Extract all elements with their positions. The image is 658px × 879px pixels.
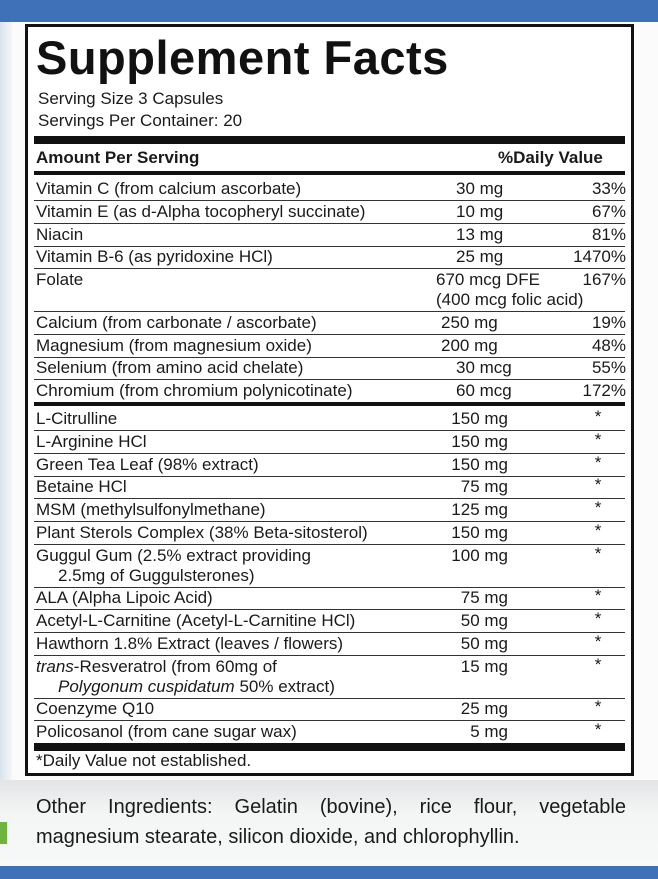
ingredient-dv: *: [594, 697, 602, 716]
nutrient-amount: 200 mg: [441, 336, 498, 355]
left-edge-shade: [0, 22, 12, 802]
ingredient-name: MSM (methylsulfonylmethane): [36, 500, 266, 519]
ingredient-name: Policosanol (from cane sugar wax): [36, 722, 297, 741]
nutrient-amount: 30 mg: [456, 179, 504, 198]
nutrient-amount-note: (400 mcg folic acid): [436, 290, 584, 309]
serving-size: Serving Size 3 Capsules: [38, 89, 224, 108]
row-divider: [34, 453, 625, 454]
nutrient-dv: 33%: [591, 179, 626, 198]
supplement-facts-panel: [25, 24, 634, 776]
nutrient-dv: 55%: [591, 358, 626, 377]
row-divider: [34, 498, 625, 499]
ingredient-name: Green Tea Leaf (98% extract): [36, 455, 259, 474]
ingredient-amount: 150 mg: [451, 455, 508, 474]
ingredient-name-continued: 2.5mg of Guggulsterones): [58, 566, 255, 585]
ingredient-name: Coenzyme Q10: [36, 699, 155, 718]
nutrient-amount: 13 mg: [456, 225, 504, 244]
ingredient-dv: *: [594, 586, 602, 605]
section-rule: [34, 402, 625, 406]
nutrient-dv: 48%: [591, 336, 626, 355]
nutrient-dv: 67%: [591, 202, 626, 221]
ingredient-dv: *: [594, 521, 602, 540]
ingredient-name: L-Arginine HCl: [36, 432, 147, 451]
other-word: Other: [36, 796, 87, 818]
ingredient-amount: 50 mg: [460, 611, 508, 630]
row-divider: [34, 655, 625, 656]
green-accent-tab: [0, 822, 7, 844]
nutrient-amount: 250 mg: [441, 313, 498, 332]
bottom-blue-band: [0, 866, 658, 879]
nutrient-name: Vitamin C (from calcium ascorbate): [36, 179, 302, 198]
ingredient-amount: 125 mg: [451, 500, 508, 519]
ingredient-amount: 100 mg: [451, 546, 508, 565]
ingredient-amount: 150 mg: [451, 432, 508, 451]
ingredient-dv: *: [594, 609, 602, 628]
row-divider: [34, 430, 625, 431]
row-divider: [34, 720, 625, 721]
row-divider: [34, 379, 625, 380]
ingredient-name-rest: -Resveratrol (from 60mg of: [73, 657, 277, 676]
row-divider: [34, 268, 625, 269]
other-word: Ingredients:: [108, 796, 213, 818]
row-divider: [34, 311, 625, 312]
ingredient-dv: *: [594, 655, 602, 674]
ingredient-amount: 25 mg: [460, 699, 508, 718]
header-rule: [34, 171, 625, 175]
nutrient-dv: 167%: [582, 270, 626, 289]
ingredient-name-italic: Polygonum cuspidatum: [58, 677, 235, 696]
ingredient-amount: 50 mg: [460, 634, 508, 653]
nutrient-dv: 19%: [591, 313, 626, 332]
nutrient-name: Folate: [36, 270, 84, 289]
row-divider: [34, 334, 625, 335]
nutrient-name: Magnesium (from magnesium oxide): [36, 336, 312, 355]
row-divider: [34, 544, 625, 545]
ingredient-dv: *: [594, 407, 602, 426]
thick-rule-top: [34, 136, 625, 144]
nutrient-name: Chromium (from chromium polynicotinate): [36, 381, 353, 400]
ingredient-dv: *: [594, 632, 602, 651]
nutrient-name: Vitamin B-6 (as pyridoxine HCl): [36, 247, 273, 266]
footnote: *Daily Value not established.: [36, 751, 252, 770]
panel-title: Supplement Facts: [36, 31, 449, 84]
ingredient-amount: 150 mg: [451, 409, 508, 428]
ingredient-amount: 15 mg: [460, 657, 508, 676]
other-ingredients-line2: magnesium stearate, silicon dioxide, and chlorophyllin.: [36, 826, 520, 848]
ingredient-name: Betaine HCl: [36, 477, 127, 496]
ingredient-name-italic: trans: [36, 657, 74, 676]
other-ingredients-line1: [36, 792, 626, 822]
ingredient-name: Plant Sterols Complex (38% Beta-sitosterol): [36, 523, 368, 542]
ingredient-name: ALA (Alpha Lipoic Acid): [36, 588, 213, 607]
nutrient-name: Niacin: [36, 225, 84, 244]
row-divider: [34, 609, 625, 610]
nutrient-name: Selenium (from amino acid chelate): [36, 358, 304, 377]
servings-per-container: Servings Per Container: 20: [38, 111, 243, 130]
nutrient-amount: 30 mcg: [456, 358, 512, 377]
other-word: vegetable: [539, 796, 626, 818]
nutrient-dv: 1470%: [573, 247, 626, 266]
row-divider: [34, 632, 625, 633]
ingredient-dv: *: [594, 544, 602, 563]
nutrient-name: Calcium (from carbonate / ascorbate): [36, 313, 317, 332]
nutrient-name: Vitamin E (as d-Alpha tocopheryl succinate): [36, 202, 366, 221]
ingredient-name: Guggul Gum (2.5% extract providing: [36, 546, 311, 565]
other-word: (bovine),: [319, 796, 398, 818]
header-amount-per-serving: Amount Per Serving: [36, 148, 200, 167]
ingredient-dv: *: [594, 430, 602, 449]
ingredient-amount: 5 mg: [470, 722, 508, 741]
ingredient-name: Hawthorn 1.8% Extract (leaves / flowers): [36, 634, 344, 653]
ingredient-amount: 75 mg: [460, 588, 508, 607]
row-divider: [34, 223, 625, 224]
ingredient-name-continued: [58, 677, 335, 697]
nutrient-amount: 10 mg: [456, 202, 504, 221]
nutrient-amount: 25 mg: [456, 247, 504, 266]
top-blue-band: [0, 0, 658, 22]
ingredient-dv: *: [594, 453, 602, 472]
ingredient-name: Acetyl-L-Carnitine (Acetyl-L-Carnitine HCl): [36, 611, 356, 630]
ingredient-name: L-Citrulline: [36, 409, 118, 428]
ingredient-name-rest: 50% extract): [234, 677, 335, 696]
ingredient-dv: *: [594, 498, 602, 517]
ingredient-dv: *: [594, 475, 602, 494]
nutrient-amount: 670 mcg DFE: [436, 270, 540, 289]
other-ingredients: [36, 792, 626, 852]
other-word: rice: [419, 796, 452, 818]
ingredient-dv: *: [594, 720, 602, 739]
header-daily-value: %Daily Value: [498, 148, 603, 167]
nutrient-amount: 60 mcg: [456, 381, 512, 400]
thick-rule-bottom: [34, 743, 625, 751]
other-word: flour,: [473, 796, 518, 818]
row-divider: [34, 200, 625, 201]
nutrient-dv: 81%: [591, 225, 626, 244]
ingredient-amount: 75 mg: [460, 477, 508, 496]
ingredient-amount: 150 mg: [451, 523, 508, 542]
ingredient-name: [36, 657, 277, 677]
row-divider: [34, 521, 625, 522]
other-word: Gelatin: [234, 796, 298, 818]
nutrient-dv: 172%: [582, 381, 626, 400]
